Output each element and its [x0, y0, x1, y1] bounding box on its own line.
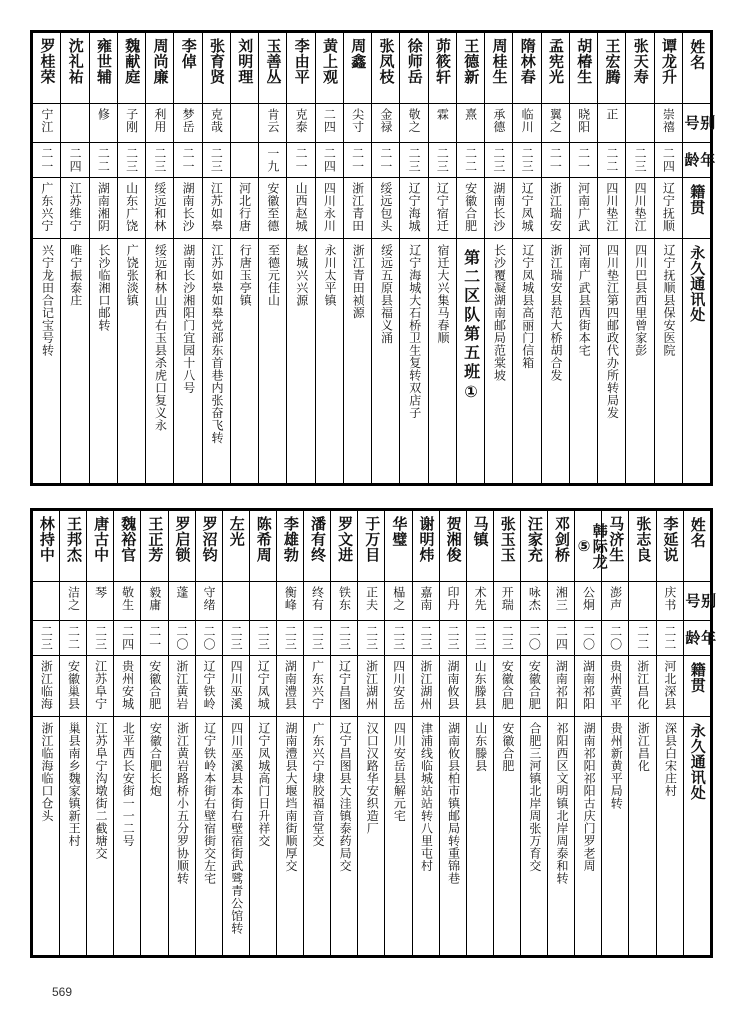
cell-alias: 敬生 [114, 582, 141, 621]
cell-origin: 四川垫江 [626, 178, 654, 239]
cell-name: 雍世辅 [89, 33, 117, 104]
cell-name: 周尚廉 [146, 33, 174, 104]
cell-origin: 浙江昌化 [629, 656, 656, 717]
table-row [33, 656, 711, 717]
column-label-age: 年龄 [682, 143, 710, 178]
cell-age: 二三 [400, 143, 428, 178]
cell-name: 张凤枝 [372, 33, 400, 104]
cell-age: 二四 [315, 143, 343, 178]
register-table-bottom [30, 508, 718, 958]
cell-age: 二三 [33, 621, 60, 656]
cell-address: 兴宁龙田合记宝号转 [33, 239, 61, 484]
cell-alias: 熹 [456, 104, 484, 143]
cell-origin: 湖南祁阳 [575, 656, 602, 717]
table-row [33, 33, 711, 104]
cell-origin: 绥远包头 [372, 178, 400, 239]
cell-origin: 绥远和林 [146, 178, 174, 239]
cell-origin: 江苏如皋 [202, 178, 230, 239]
cell-age: 二三 [412, 621, 439, 656]
table-body-bottom [33, 511, 718, 956]
cell-name: 沈礼祐 [61, 33, 89, 104]
table-row [33, 239, 711, 484]
cell-age: 二三 [439, 621, 466, 656]
cell-age: 二〇 [520, 621, 547, 656]
cell-alias: 嘉南 [412, 582, 439, 621]
cell-origin: 四川巫溪 [222, 656, 249, 717]
cell-address: 北平西长安街一一二号 [114, 717, 141, 956]
cell-name: 魏裕官 [114, 511, 141, 582]
cell-origin: 贵州黄平 [602, 656, 629, 717]
cell-address: 四川安岳县解元宅 [385, 717, 412, 956]
cell-name: 李倬 [174, 33, 202, 104]
cell-age: 二一 [541, 143, 569, 178]
cell-alias: 澎声 [602, 582, 629, 621]
cell-origin: 广东兴宁 [33, 178, 61, 239]
cell-origin: 河北行唐 [230, 178, 258, 239]
cell-name: 李延说 [656, 511, 683, 582]
cell-origin: 浙江临海 [33, 656, 60, 717]
cell-origin: 湖南湘阴 [89, 178, 117, 239]
cell-age: 二三 [493, 621, 520, 656]
cell-address: 合肥三河镇北岸周张万育交 [520, 717, 547, 956]
cell-age: 二一 [33, 143, 61, 178]
cell-address: 湖南澧县大堰垱南街顺厚交 [276, 717, 303, 956]
cell-name: 王正芳 [141, 511, 168, 582]
cell-alias: 公炯 [575, 582, 602, 621]
cell-name: 玉善丛 [259, 33, 287, 104]
cell-age: 二三 [117, 143, 145, 178]
cell-age: 二三 [146, 143, 174, 178]
cell-name: 罗启锁 [168, 511, 195, 582]
cell-name: 徐师岳 [400, 33, 428, 104]
cell-alias [626, 104, 654, 143]
cell-alias: 霖 [428, 104, 456, 143]
cell-name: 周桂生 [485, 33, 513, 104]
cell-alias: 咏杰 [520, 582, 547, 621]
cell-alias: 子刚 [117, 104, 145, 143]
cell-name: 于万目 [358, 511, 385, 582]
cell-name: 王德新 [456, 33, 484, 104]
cell-name: 汪家充 [520, 511, 547, 582]
cell-address: 辽宁昌图县大洼镇泰药局交 [331, 717, 358, 956]
cell-address: 江苏阜宁沟墩街二截塘交 [87, 717, 114, 956]
cell-age: 二二 [456, 143, 484, 178]
cell-alias: 湘三 [548, 582, 575, 621]
cell-age: 一九 [259, 143, 287, 178]
cell-address: 四川垫江第四邮政代办所转局发 [598, 239, 626, 484]
cell-origin: 湖南澧县 [276, 656, 303, 717]
cell-address: 辽宁凤城高门日升祥交 [249, 717, 276, 956]
column-label-name: 姓名 [683, 511, 710, 582]
cell-age: 二一 [141, 621, 168, 656]
cell-alias: 肯云 [259, 104, 287, 143]
cell-origin: 河南广武 [569, 178, 597, 239]
cell-address: 广饶张淡镇 [117, 239, 145, 484]
table-row [33, 143, 711, 178]
cell-alias: 利用 [146, 104, 174, 143]
cell-name: 韩际龙⑤ [575, 511, 602, 582]
cell-age: 二四 [548, 621, 575, 656]
cell-alias [629, 582, 656, 621]
cell-age: 二二 [629, 621, 656, 656]
cell-alias: 洁之 [60, 582, 87, 621]
cell-name: 王邦杰 [60, 511, 87, 582]
column-label-address: 永久通讯处 [683, 717, 710, 956]
cell-address: 湖南攸县柏市镇邮局转重锦巷 [439, 717, 466, 956]
cell-origin: 安徽至德 [259, 178, 287, 239]
cell-address: 浙江黄岩路桥小五分罗协顺转 [168, 717, 195, 956]
cell-name: 李由平 [287, 33, 315, 104]
cell-address: 辽宁海城大石桥卫生复转双店子 [400, 239, 428, 484]
cell-name: 唐古中 [87, 511, 114, 582]
cell-age: 二一 [569, 143, 597, 178]
cell-alias: 克哉 [202, 104, 230, 143]
cell-alias [230, 104, 258, 143]
cell-origin: 河北深县 [656, 656, 683, 717]
cell-address: 祁阳西区文明镇北岸周泰和转 [548, 717, 575, 956]
cell-address: 赵城兴兴源 [287, 239, 315, 484]
column-label-name: 姓名 [682, 33, 710, 104]
cell-origin: 浙江青田 [343, 178, 371, 239]
table-row [33, 582, 711, 621]
cell-origin: 江苏阜宁 [87, 656, 114, 717]
cell-age: 二四 [654, 143, 682, 178]
cell-alias: 衡峰 [276, 582, 303, 621]
cell-origin: 辽宁凤城 [249, 656, 276, 717]
cell-age: 二〇 [575, 621, 602, 656]
cell-address: 长沙覆凝湖南邮局范棠坡 [485, 239, 513, 484]
cell-age: 二三 [87, 621, 114, 656]
cell-age: 二二 [656, 621, 683, 656]
cell-origin: 浙江瑞安 [541, 178, 569, 239]
cell-name: 罗沼钧 [195, 511, 222, 582]
cell-alias: 修 [89, 104, 117, 143]
cell-alias: 琴 [87, 582, 114, 621]
column-label-alias: 别号 [683, 582, 710, 621]
cell-address: 四川巴县西里曾家彭 [626, 239, 654, 484]
cell-name: 谢明炜 [412, 511, 439, 582]
cell-age: 二三 [485, 143, 513, 178]
cell-age: 二〇 [602, 621, 629, 656]
cell-address: 贵州新黄平局转 [602, 717, 629, 956]
column-label-alias: 别号 [682, 104, 710, 143]
cell-age: 二一 [287, 143, 315, 178]
cell-origin: 山西赵城 [287, 178, 315, 239]
cell-name: 邓剑桥 [548, 511, 575, 582]
cell-alias: 临川 [513, 104, 541, 143]
cell-origin: 四川垫江 [598, 178, 626, 239]
cell-alias: 铁东 [331, 582, 358, 621]
cell-alias: 蓬 [168, 582, 195, 621]
cell-alias: 尖寸 [343, 104, 371, 143]
cell-alias: 正 [598, 104, 626, 143]
cell-address: 山东滕县 [466, 717, 493, 956]
cell-alias: 金禄 [372, 104, 400, 143]
cell-name: 陈希周 [249, 511, 276, 582]
cell-name: 林持中 [33, 511, 60, 582]
column-label-age: 年龄 [683, 621, 710, 656]
cell-origin: 浙江黄岩 [168, 656, 195, 717]
cell-origin: 山东滕县 [466, 656, 493, 717]
cell-origin: 贵州安城 [114, 656, 141, 717]
cell-name: 魏献庭 [117, 33, 145, 104]
cell-origin: 安徽合肥 [520, 656, 547, 717]
register-grid [32, 510, 718, 956]
cell-address: 浙江昌化 [629, 717, 656, 956]
cell-age: 二四 [61, 143, 89, 178]
cell-alias: 承德 [485, 104, 513, 143]
cell-alias: 敬之 [400, 104, 428, 143]
cell-age: 二一 [343, 143, 371, 178]
cell-origin: 江苏维宁 [61, 178, 89, 239]
cell-address: 行唐玉亭镇 [230, 239, 258, 484]
cell-address: 辽宁抚顺县保安医院 [654, 239, 682, 484]
cell-address: 湖南长沙湘阳门宜园十八号 [174, 239, 202, 484]
cell-name: 罗文进 [331, 511, 358, 582]
cell-name: 罗桂荣 [33, 33, 61, 104]
cell-alias: 终有 [304, 582, 331, 621]
cell-alias: 克泰 [287, 104, 315, 143]
cell-address: 绥远和林山西右玉县杀虎口复义永 [146, 239, 174, 484]
cell-origin: 山东广饶 [117, 178, 145, 239]
table-row [33, 621, 711, 656]
column-label-origin: 籍贯 [682, 178, 710, 239]
cell-name: 张育贤 [202, 33, 230, 104]
cell-name: 隋林春 [513, 33, 541, 104]
cell-origin: 辽宁海城 [400, 178, 428, 239]
cell-origin: 湖南长沙 [174, 178, 202, 239]
cell-age: 二三 [466, 621, 493, 656]
cell-origin: 浙江湖州 [412, 656, 439, 717]
table-row [33, 717, 711, 956]
cell-origin: 浙江湖州 [358, 656, 385, 717]
table-row [33, 104, 711, 143]
cell-origin: 湖南长沙 [485, 178, 513, 239]
cell-origin: 辽宁抚顺 [654, 178, 682, 239]
cell-age: 二三 [385, 621, 412, 656]
cell-alias: 庆书 [656, 582, 683, 621]
cell-age: 二三 [249, 621, 276, 656]
register-table-top [30, 30, 717, 486]
cell-address: 巢县南乡魏家镇新王村 [60, 717, 87, 956]
cell-name: 张玉玉 [493, 511, 520, 582]
cell-address: 广东兴宁埭胶福音堂交 [304, 717, 331, 956]
cell-age: 二二 [60, 621, 87, 656]
cell-address: 湖南祁阳祁阳古庆门罗老周 [575, 717, 602, 956]
table-row [33, 178, 711, 239]
cell-address: 绥远五原县福义涌 [372, 239, 400, 484]
cell-alias: 开瑞 [493, 582, 520, 621]
cell-age: 二〇 [195, 621, 222, 656]
column-label-origin: 籍贯 [683, 656, 710, 717]
cell-name: 胡椿生 [569, 33, 597, 104]
cell-origin: 辽宁宿迁 [428, 178, 456, 239]
cell-address: 汉口汉路华安织造厂 [358, 717, 385, 956]
cell-name: 左光 [222, 511, 249, 582]
cell-alias [222, 582, 249, 621]
cell-alias: 正夫 [358, 582, 385, 621]
cell-age: 二三 [276, 621, 303, 656]
cell-address: 浙江临海临口仓头 [33, 717, 60, 956]
table-row [33, 511, 711, 582]
cell-name: 张志良 [629, 511, 656, 582]
cell-age: 二三 [513, 143, 541, 178]
cell-alias: 毅庸 [141, 582, 168, 621]
cell-origin: 四川永川 [315, 178, 343, 239]
cell-address: 唯宁振泰庄 [61, 239, 89, 484]
cell-origin: 安徽合肥 [141, 656, 168, 717]
cell-address: 辽宁凤城县高丽门信箱 [513, 239, 541, 484]
cell-age: 二二 [598, 143, 626, 178]
cell-alias: 梦岳 [174, 104, 202, 143]
cell-age: 二四 [114, 621, 141, 656]
cell-alias [61, 104, 89, 143]
cell-age: 二三 [222, 621, 249, 656]
cell-age: 二〇 [168, 621, 195, 656]
cell-name: 华璧 [385, 511, 412, 582]
register-grid [32, 32, 717, 484]
cell-name: 谭龙升 [654, 33, 682, 104]
cell-name: 茆筱轩 [428, 33, 456, 104]
cell-address: 长沙临湘口邮转 [89, 239, 117, 484]
cell-name: 周鑫 [343, 33, 371, 104]
cell-name: 马济生 [602, 511, 629, 582]
cell-alias: 二四 [315, 104, 343, 143]
cell-address: 四川巫溪县本街右壁宿街武骘青公馆转 [222, 717, 249, 956]
cell-name: 黄上观 [315, 33, 343, 104]
column-label-address: 永久通讯处 [682, 239, 710, 484]
cell-origin: 湖南攸县 [439, 656, 466, 717]
cell-origin: 辽宁昌图 [331, 656, 358, 717]
cell-alias: 术先 [466, 582, 493, 621]
cell-address: 安徽合肥 [493, 717, 520, 956]
cell-age: 二三 [358, 621, 385, 656]
cell-address: 浙江青田祯源 [343, 239, 371, 484]
cell-origin: 辽宁凤城 [513, 178, 541, 239]
cell-address: 永川太平镇 [315, 239, 343, 484]
cell-origin: 安徽合肥 [493, 656, 520, 717]
cell-name: 潘有终 [304, 511, 331, 582]
page-number: 569 [52, 985, 73, 999]
cell-alias: 翼之 [541, 104, 569, 143]
cell-origin: 安徽合肥 [456, 178, 484, 239]
cell-alias: 崇禧 [654, 104, 682, 143]
cell-name: 李雄勃 [276, 511, 303, 582]
cell-alias: 印丹 [439, 582, 466, 621]
cell-origin: 辽宁铁岭 [195, 656, 222, 717]
cell-alias: 宁江 [33, 104, 61, 143]
cell-origin: 广东兴宁 [304, 656, 331, 717]
squad-title: 第二区队第五班① [456, 239, 484, 484]
cell-name: 马镇 [466, 511, 493, 582]
cell-alias: 榀之 [385, 582, 412, 621]
cell-age [230, 143, 258, 178]
cell-age: 二三 [331, 621, 358, 656]
cell-age: 二三 [428, 143, 456, 178]
cell-address: 浙江瑞安县范大桥胡合发 [541, 239, 569, 484]
cell-alias: 晓阳 [569, 104, 597, 143]
table-body-top [33, 33, 717, 484]
cell-alias [249, 582, 276, 621]
cell-address: 辽宁铁岭本街右壁宿街交左宅 [195, 717, 222, 956]
cell-address: 宿迁大兴集马春顺 [428, 239, 456, 484]
cell-address: 河南广武县西街本宅 [569, 239, 597, 484]
cell-age: 二一 [174, 143, 202, 178]
cell-origin: 湖南祁阳 [548, 656, 575, 717]
cell-alias: 守绪 [195, 582, 222, 621]
cell-age: 二二 [89, 143, 117, 178]
cell-age: 二一 [372, 143, 400, 178]
cell-age: 二三 [202, 143, 230, 178]
cell-name: 张天寿 [626, 33, 654, 104]
cell-address: 深县白宋庄村 [656, 717, 683, 956]
cell-origin: 安徽巢县 [60, 656, 87, 717]
cell-age: 二三 [626, 143, 654, 178]
cell-address: 江苏如皋如皋党部东首巷内张奋飞转 [202, 239, 230, 484]
cell-name: 贺湘俊 [439, 511, 466, 582]
cell-name: 王宏腾 [598, 33, 626, 104]
cell-address: 至德元佳山 [259, 239, 287, 484]
cell-origin: 四川安岳 [385, 656, 412, 717]
cell-age: 二三 [304, 621, 331, 656]
cell-alias [33, 582, 60, 621]
cell-name: 刘明理 [230, 33, 258, 104]
cell-name: 孟宪光 [541, 33, 569, 104]
cell-address: 津浦线临城站站转八里屯村 [412, 717, 439, 956]
cell-address: 安徽合肥长炮 [141, 717, 168, 956]
